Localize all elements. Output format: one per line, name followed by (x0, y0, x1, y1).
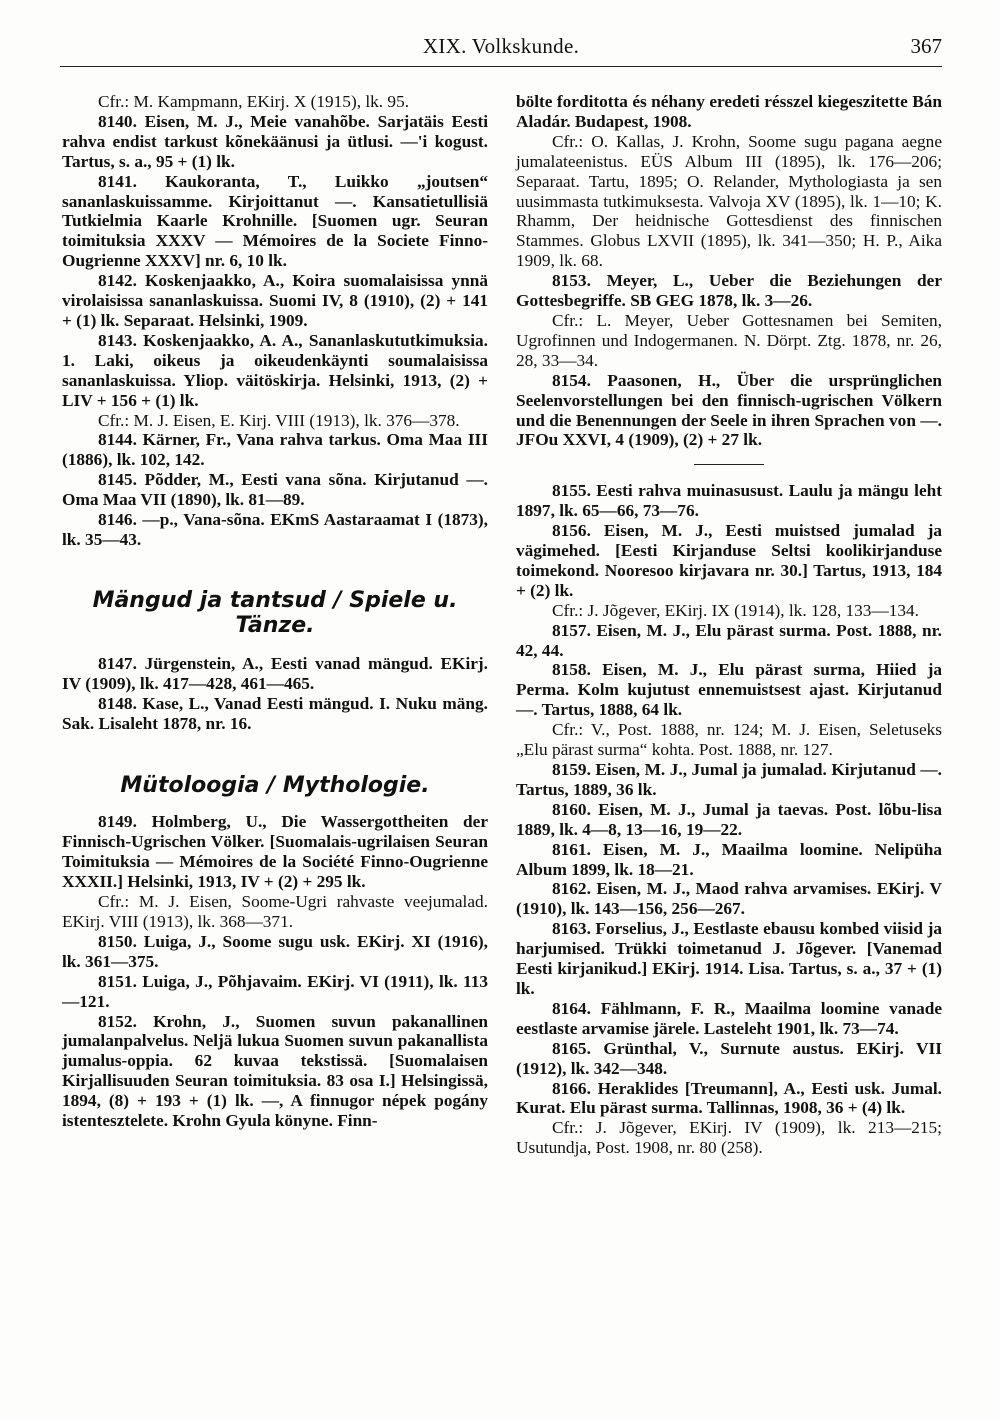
left-column (62, 92, 488, 1131)
bibliography-entry: 8153. Meyer, L., Ueber die Beziehungen der Gottesbegriffe. SB GEG 1878, lk. 3—26. (516, 271, 942, 311)
bibliography-entry: 8146. —p., Vana-sõna. EKmS Aastaraamat I (1873), lk. 35—43. (62, 510, 488, 549)
bibliography-entry: 8143. Koskenjaakko, A. A., Sananlaskututkimuksia. 1. Laki, oikeus ja oikeudenkäynti soumalaisissa sananlaskuissa. Yliop. väitöskirja. Helsinki, 1913, (2) + LIV + 156 + (1) lk. (62, 330, 488, 410)
bibliography-entry: 8141. Kaukoranta, T., Luikko „joutsen“ sananlaskuissamme. Kirjoittanut —. Kansatietullisiä Tutkielmia Kaarle Krohnille. [Suomen ugr. Seuran toimituksia XXXV — Mémoires de la Societe Finno-Ougrienne XXXV] nr. 6, 10 lk. (62, 171, 488, 271)
bibliography-entry: Cfr.: O. Kallas, J. Krohn, Soome sugu pagana aegne jumalateenistus. EÜS Album III (1895), lk. 176—206; Separaat. Tartu, 1895; O. Relander, Mythologiasta ja sen uusimmasta tutkimuksesta. Valvoja XV (1895), lk. 1—10; K. Rhamm, Der heidnische Gottesdienst des finnischen Stammes. Globus LXVII (1895), lk. 341—350; H. P., Aika 1909, lk. 68. (516, 131, 942, 271)
section-divider (694, 464, 764, 465)
bibliography-entry: 8151. Luiga, J., Põhjavaim. EKirj. VI (1911), lk. 113—121. (62, 971, 488, 1011)
bibliography-entry: 8144. Kärner, Fr., Vana rahva tarkus. Oma Maa III (1886), lk. 102, 142. (62, 430, 488, 470)
bibliography-entry: 8154. Paasonen, H., Über die ursprünglichen Seelenvorstellungen bei den finnisch-ugrischen Völkern und die Benennungen der Seele in ihren Sprachen von —. JFOu XXVI, 4 (1909), (2) + 27 lk. (516, 370, 942, 450)
bibliography-entry: Cfr.: L. Meyer, Ueber Gottesnamen bei Semiten, Ugrofinnen und Indogermanen. N. Dörpt. Ztg. 1878, nr. 26, 28, 33—34. (516, 310, 942, 370)
bibliography-entry: 8148. Kase, L., Vanad Eesti mängud. I. Nuku mäng. Sak. Lisaleht 1878, nr. 16. (62, 693, 488, 733)
bibliography-entry: 8161. Eisen, M. J., Maailma loomine. Nelipüha Album 1899, lk. 18—21. (516, 839, 942, 879)
bibliography-entry: 8159. Eisen, M. J., Jumal ja jumalad. Kirjutanud —. Tartus, 1889, 36 lk. (516, 760, 942, 799)
bibliography-entry: 8160. Eisen, M. J., Jumal ja taevas. Post. lõbu-lisa 1889, lk. 4—8, 13—16, 19—22. (516, 799, 942, 839)
bibliography-entry: 8158. Eisen, M. J., Elu pärast surma, Hiied ja Perma. Kolm kujutust ennemuistsest ajast. Kirjutanud —. Tartus, 1888, 64 lk. (516, 660, 942, 720)
section-heading-games: Mängud ja tantsud / Spiele u. Tänze. (92, 587, 458, 638)
bibliography-entry: 8155. Eesti rahva muinasusust. Laulu ja mängu leht 1897, lk. 65—66, 73—76. (516, 481, 942, 521)
bibliography-entry: 8142. Koskenjaakko, A., Koira suomalaisissa ynnä virolaisissa sananlaskuissa. Suomi IV, 8 (1910), (2) + 141 + (1) lk. Separaat. Helsinki, 1909. (62, 271, 488, 330)
bibliography-entry: Cfr.: M. J. Eisen, E. Kirj. VIII (1913), lk. 376—378. (98, 410, 460, 430)
bibliography-entry: 8157. Eisen, M. J., Elu pärast surma. Post. 1888, nr. 42, 44. (516, 620, 942, 660)
running-header (60, 30, 942, 67)
bibliography-entry: 8150. Luiga, J., Soome sugu usk. EKirj. XI (1916), lk. 361—375. (62, 931, 488, 971)
section-heading-mythology: Mütoloogia / Mythologie. (120, 773, 430, 799)
bibliography-entry: 8156. Eisen, M. J., Eesti muistsed jumalad ja vägimehed. [Eesti Kirjanduse Seltsi koolikirjanduse toimekond. Nooresoo kirjavara nr. 30.] Tartus, 1913, 184 + (2) lk. (516, 521, 942, 600)
bibliography-entry: 8165. Grünthal, V., Surnute austus. EKirj. VII (1912), lk. 342—348. (516, 1038, 942, 1078)
bibliography-entry: 8140. Eisen, M. J., Meie vanahõbe. Sarjatäis Eesti rahva endist tarkust kõnekäänusi ja ütlusi. —'i kogust. Tartus, s. a., 95 + (1) lk. (62, 111, 488, 171)
bibliography-entry: Cfr.: J. Jõgever, EKirj. IV (1909), lk. 213—215; Usutundja, Post. 1908, nr. 80 (258). (516, 1118, 942, 1158)
bibliography-entry: Cfr.: J. Jõgever, EKirj. IX (1914), lk. 128, 133—134. (552, 600, 919, 620)
bibliography-entry: Cfr.: M. Kampmann, EKirj. X (1915), lk. 95. (98, 92, 410, 111)
bibliography-entry: bölte forditotta és néhany eredeti résszel kiegeszitette Bán Aladár. Budapest, 1908. (516, 92, 942, 131)
bibliography-entry: 8162. Eisen, M. J., Maod rahva arvamises. EKirj. V (1910), lk. 143—156, 256—267. (516, 879, 942, 919)
bibliography-entry: 8166. Heraklides [Treumann], A., Eesti usk. Jumal. Kurat. Elu pärast surma. Tallinnas, 1908, 36 + (4) lk. (516, 1078, 942, 1118)
running-header-title: XIX. Volkskunde. (422, 34, 580, 58)
bibliography-entry: 8164. Fählmann, F. R., Maailma loomine vanade eestlaste arvamise järele. Lasteleht 1901, lk. 73—74. (516, 998, 942, 1038)
bibliography-entry: 8163. Forselius, J., Eestlaste ebausu kombed viisid ja harjumised. Trükki toimetanud J. Jõgever. [Vanemad Eesti kirjanikud.] EKirj. 1914. Lisa. Tartus, s. a., 37 + (1) lk. (516, 919, 942, 998)
bibliography-entry: Cfr.: M. J. Eisen, Soome-Ugri rahvaste veejumalad. EKirj. VIII (1913), lk. 368—371. (62, 892, 488, 931)
bibliography-entry: 8149. Holmberg, U., Die Wassergottheiten der Finnisch-Ugrischen Völker. [Suomalais-ugrilaisen Seuran Toimituksia — Mémoires de la Société Finno-Ougrienne XXXII.] Helsinki, 1913, IV + (2) + 295 lk. (62, 812, 488, 892)
bibliography-entry: Cfr.: V., Post. 1888, nr. 124; M. J. Eisen, Seletuseks „Elu pärast surma“ kohta. Post. 1888, nr. 127. (516, 720, 942, 760)
bibliography-entry: 8152. Krohn, J., Suomen suvun pakanallinen jumalanpalvelus. Neljä lukua Suomen suvun pakanallista jumalus-oppia. 62 kuvaa tekstissä. [Suomalaisen Kirjallisuuden Seuran toimituksia. 83 osa I.] Helsingissä, 1894, (8) + 193 + (1) lk. —, A finnugor népek pogány istentesztelete. Krohn Gyula könyne. Finn- (62, 1011, 488, 1131)
bibliography-entry: 8145. Põdder, M., Eesti vana sõna. Kirjutanud —. Oma Maa VII (1890), lk. 81—89. (62, 470, 488, 510)
right-column (516, 92, 942, 1158)
page-number: 367 (910, 34, 942, 58)
bibliography-entry: 8147. Jürgenstein, A., Eesti vanad mängud. EKirj. IV (1909), lk. 417—428, 461—465. (62, 653, 488, 693)
